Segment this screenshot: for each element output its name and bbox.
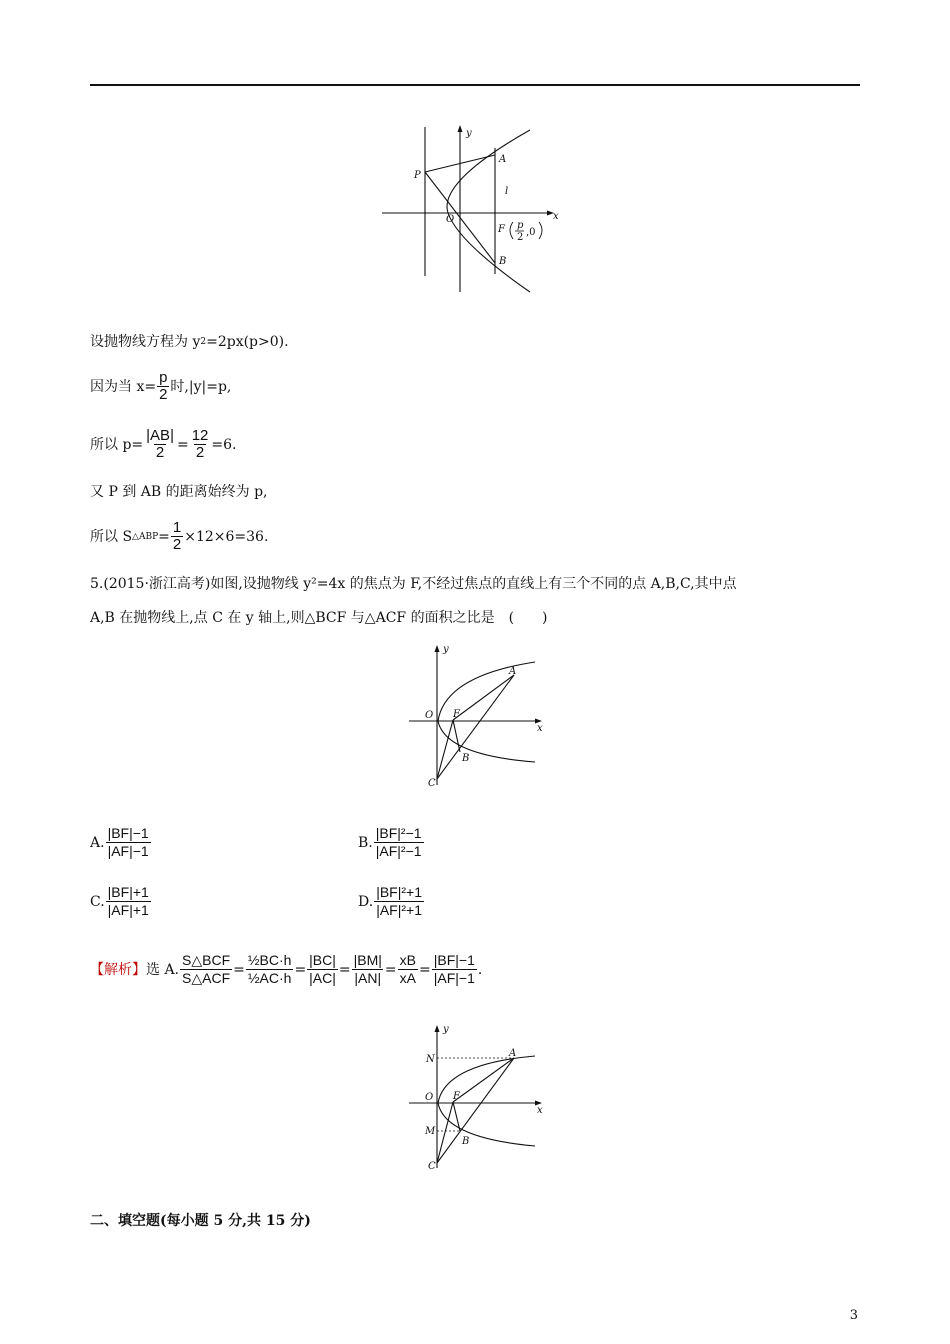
figure-parabola-1 bbox=[378, 122, 562, 298]
fig2-label-A: A bbox=[509, 666, 517, 677]
fraction-12-over-2: $\frac{12}{2}$ bbox=[191, 427, 209, 461]
fig2-label-F: F bbox=[453, 709, 460, 720]
fig3-label-F: F bbox=[453, 1091, 460, 1102]
analysis-tag: 【解析】 bbox=[90, 961, 146, 978]
solution-line-2: 因为当 x= $\frac{p}{2}$ 时,|y|=p, bbox=[90, 369, 232, 403]
analysis-line: 【解析】 选 A. $\frac{\text{S△BCF}}{\text{S△ACF}}$ = $\frac{\text{½BC·h}}{\text{½AC·h}}$ = $\frac{|BC|}{|AC|}$ = $\frac{|BM|}{|AN|}$ = $\frac{xB}{xA}$ = $\frac{|BF|-1}{|AF|-1}$ . bbox=[90, 952, 483, 986]
fig1-label-2: 2 bbox=[517, 232, 524, 243]
fig1-label-0: ,0 bbox=[526, 227, 536, 238]
option-b[interactable]: B. $\frac{\text{|BF|²−1}}{\text{|AF|²−1}}$ bbox=[358, 825, 422, 859]
fig2-label-x: x bbox=[537, 723, 543, 734]
fig2-label-y: y bbox=[443, 644, 449, 655]
fig3-label-A: A bbox=[509, 1048, 517, 1059]
fig1-label-p: p bbox=[517, 220, 524, 231]
fig1-label-B: B bbox=[499, 256, 507, 267]
fig1-label-A: A bbox=[499, 154, 507, 165]
section-title: 二、填空题(每小题 5 分,共 15 分) bbox=[90, 1213, 311, 1229]
fig3-label-B: B bbox=[462, 1136, 470, 1147]
fig3-label-y: y bbox=[443, 1024, 449, 1035]
fig1-label-P: P bbox=[414, 170, 421, 181]
fig1-label-O: O bbox=[446, 214, 455, 225]
fig1-label-y: y bbox=[466, 128, 472, 139]
solution-line-3: 所以 p= $\frac{|AB|}{2}$ = $\frac{12}{2}$ =6. bbox=[90, 427, 237, 461]
fig1-label-F: F bbox=[498, 224, 505, 235]
figure-parabola-2 bbox=[405, 640, 550, 790]
option-a[interactable]: A. $\frac{|BF|-1}{|AF|-1}$ bbox=[90, 825, 149, 859]
question-5-line-1: 5.(2015·浙江高考)如图,设抛物线 y²=4x 的焦点为 F,不经过焦点的直线上有三个不同的点 A,B,C,其中点 bbox=[90, 576, 737, 592]
fig2-label-B: B bbox=[462, 753, 470, 764]
fig1-label-l: l bbox=[505, 186, 509, 197]
fig3-label-x: x bbox=[537, 1105, 543, 1116]
fraction-p-over-2: $\frac{p}{2}$ bbox=[159, 369, 168, 403]
figure-parabola-3 bbox=[405, 1020, 550, 1175]
fig3-label-N: N bbox=[426, 1054, 435, 1065]
solution-line-5: 所以 S △ABP = $\frac{1}{2}$ ×12×6=36. bbox=[90, 519, 269, 553]
fraction-ab-over-2: $\frac{|AB|}{2}$ bbox=[146, 427, 174, 461]
fig3-label-O: O bbox=[425, 1092, 434, 1103]
fig2-label-C: C bbox=[428, 778, 436, 789]
solution-line-1: 设抛物线方程为 y 2 =2px(p>0). bbox=[90, 334, 289, 350]
option-d[interactable]: D. $\frac{\text{|BF|²+1}}{\text{|AF|²+1}}$ bbox=[358, 884, 422, 918]
page-number: 3 bbox=[849, 1308, 858, 1323]
fraction-1-over-2: $\frac{1}{2}$ bbox=[172, 519, 182, 553]
solution-line-4: 又 P 到 AB 的距离始终为 p, bbox=[90, 484, 268, 500]
option-c[interactable]: C. $\frac{|BF|+1}{|AF|+1}$ bbox=[90, 884, 149, 918]
header-rule bbox=[90, 84, 860, 86]
fig2-label-O: O bbox=[425, 710, 434, 721]
fig3-label-M: M bbox=[425, 1126, 436, 1137]
question-5-line-2: A,B 在抛物线上,点 C 在 y 轴上,则△BCF 与△ACF 的面积之比是 ( ) bbox=[90, 610, 548, 626]
fig3-label-C: C bbox=[428, 1161, 436, 1172]
fig1-label-x: x bbox=[553, 211, 559, 222]
